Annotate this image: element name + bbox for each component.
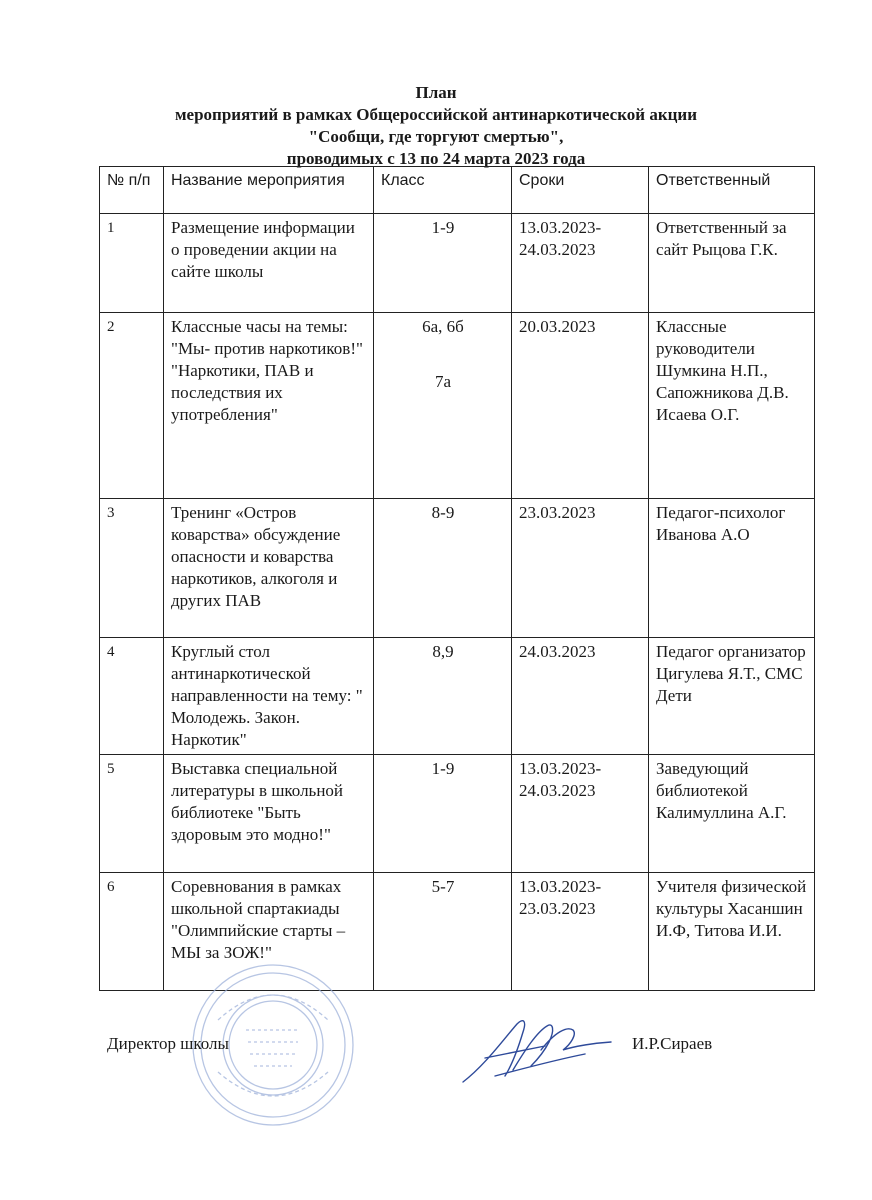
- handwritten-signature: [455, 1010, 615, 1090]
- event-class: 8-9: [374, 499, 512, 638]
- event-responsible: Заведующий библиотекой Калимуллина А.Г.: [649, 755, 815, 873]
- events-table: [99, 166, 815, 991]
- event-name: Круглый стол антинаркотической направленности на тему: " Молодежь. Закон. Наркотик": [164, 638, 374, 755]
- row-number: 1: [100, 214, 164, 313]
- table-row: [100, 214, 815, 313]
- row-number: 3: [100, 499, 164, 638]
- signature-role: Директор школы: [107, 1034, 229, 1053]
- event-responsible: Ответственный за сайт Рыцова Г.К.: [649, 214, 815, 313]
- title-line-3: "Сообщи, где торгуют смертью",: [308, 127, 564, 146]
- event-dates: 23.03.2023: [512, 499, 649, 638]
- event-class: [374, 313, 512, 499]
- table-header-row: [100, 167, 815, 214]
- column-header-number: № п/п: [100, 167, 164, 214]
- table-row: [100, 499, 815, 638]
- event-name: Тренинг «Остров коварства» обсуждение опасности и коварства наркотиков, алкоголя и других ПАВ: [164, 499, 374, 638]
- event-dates: 13.03.2023- 24.03.2023: [512, 755, 649, 873]
- column-header-responsible: Ответственный: [649, 167, 815, 214]
- title-line-2: мероприятий в рамках Общероссийской антинаркотической акции: [174, 105, 698, 124]
- table-row: [100, 313, 815, 499]
- event-class: 5-7: [374, 873, 512, 991]
- event-class-group-a: 6а, 6б: [422, 317, 464, 336]
- event-dates: 24.03.2023: [512, 638, 649, 755]
- event-name: Классные часы на темы: "Мы- против наркотиков!" "Наркотики, ПАВ и последствия их употребления": [164, 313, 374, 499]
- event-name: Выставка специальной литературы в школьной библиотеке "Быть здоровым это модно!": [164, 755, 374, 873]
- event-name: Размещение информации о проведении акции на сайте школы: [164, 214, 374, 313]
- title-line-1: План: [415, 83, 457, 102]
- event-responsible: Учителя физической культуры Хасаншин И.Ф, Титова И.И.: [649, 873, 815, 991]
- row-number: 2: [100, 313, 164, 499]
- column-header-dates: Сроки: [512, 167, 649, 214]
- event-class: 1-9: [374, 214, 512, 313]
- document-title: [0, 82, 872, 170]
- event-responsible: Педагог организатор Цигулева Я.Т., СМС Дети: [649, 638, 815, 755]
- row-number: 5: [100, 755, 164, 873]
- title-line-4: проводимых с 13 по 24 марта 2023 года: [286, 149, 586, 168]
- event-responsible: Классные руководители Шумкина Н.П., Сапожникова Д.В. Исаева О.Г.: [649, 313, 815, 499]
- column-header-class: Класс: [374, 167, 512, 214]
- event-class: 8,9: [374, 638, 512, 755]
- event-class: 1-9: [374, 755, 512, 873]
- event-name: Соревнования в рамках школьной спартакиады "Олимпийские старты – МЫ за ЗОЖ!": [164, 873, 374, 991]
- event-responsible: Педагог-психолог Иванова А.О: [649, 499, 815, 638]
- event-class-group-b: 7а: [434, 372, 452, 391]
- event-dates: 13.03.2023- 24.03.2023: [512, 214, 649, 313]
- event-dates: 20.03.2023: [512, 313, 649, 499]
- table-row: [100, 755, 815, 873]
- row-number: 4: [100, 638, 164, 755]
- column-header-name: Название мероприятия: [164, 167, 374, 214]
- event-dates: 13.03.2023- 23.03.2023: [512, 873, 649, 991]
- row-number: 6: [100, 873, 164, 991]
- signer-name: И.Р.Сираев: [632, 1034, 713, 1053]
- table-row: [100, 638, 815, 755]
